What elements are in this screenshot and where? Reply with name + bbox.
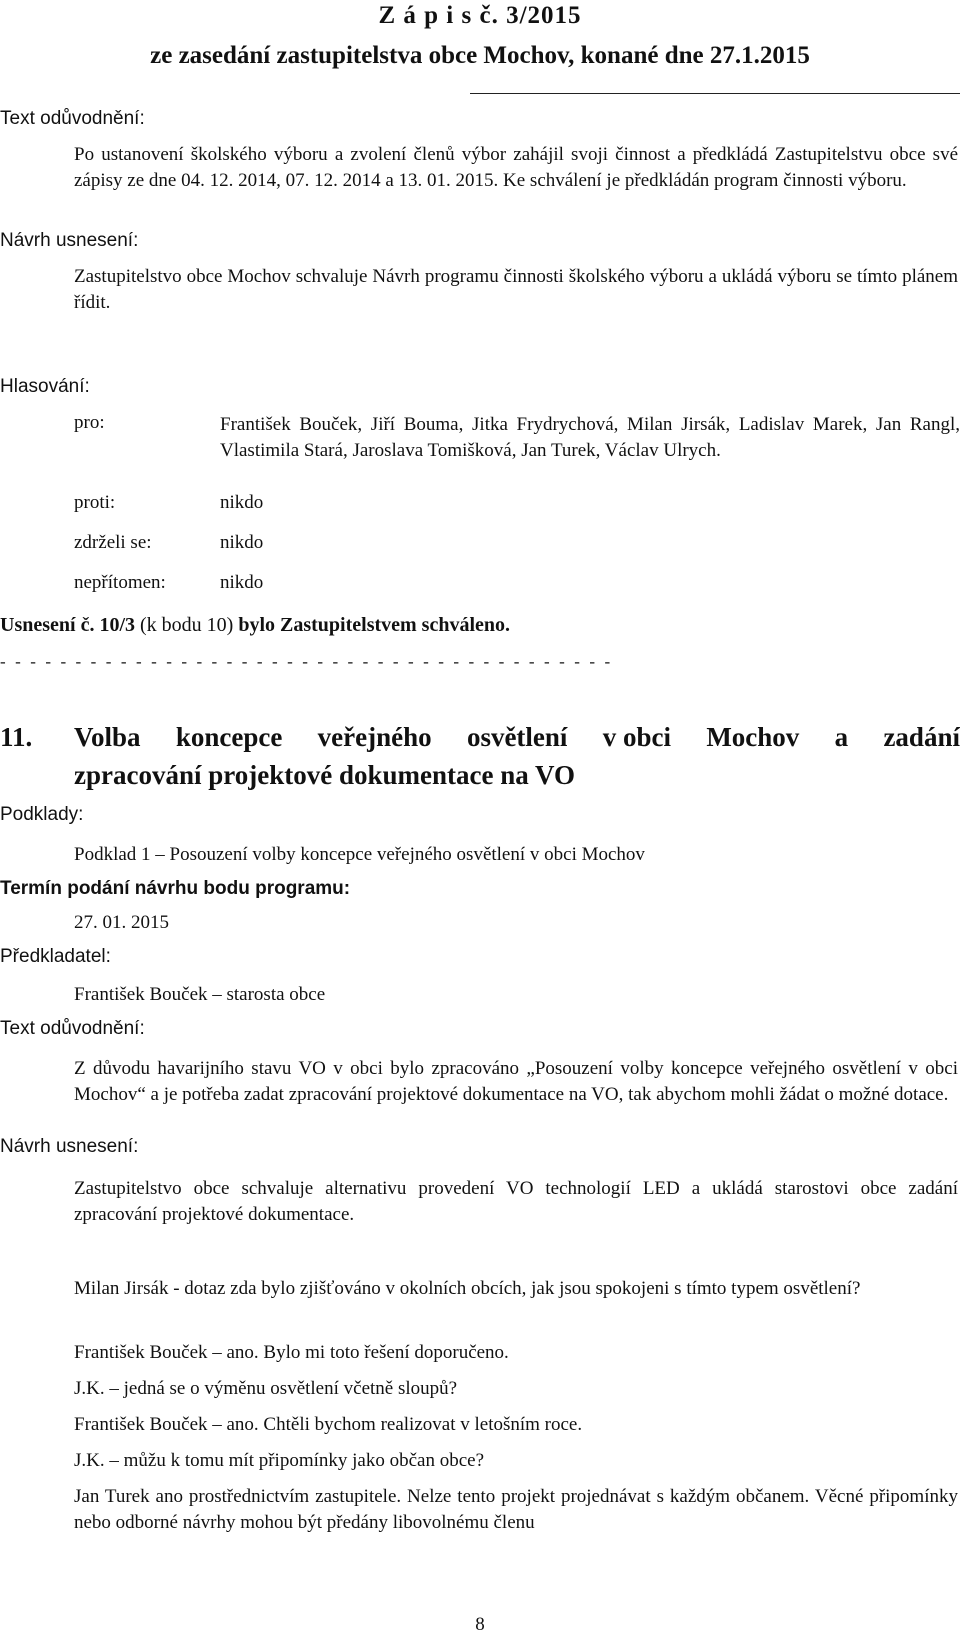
vote-abstain-value: nikdo — [220, 532, 264, 553]
page-number: 8 — [475, 1614, 485, 1635]
proposal-body: Zastupitelstvo obce schvaluje alternativu provedení VO technologií LED a ukládá starostovi obce zadání zpracování projektové dokumentace. — [74, 1178, 958, 1225]
resolution-line — [0, 614, 510, 637]
text-reasoning-body: Z důvodu havarijního stavu VO v obci bylo zpracováno „Posouzení volby koncepce veřejného osvětlení v obci Mochov“ a je potřeba zadat zpracování projektové dokumentace na VO, tak abychom mohli žádat o možné dotace. — [74, 1058, 958, 1105]
term-label: Termín podání návrhu bodu programu: — [0, 878, 351, 899]
item-title-word: a — [834, 722, 849, 752]
discussion-entry: František Bouček – ano. Chtěli bychom realizovat v letošním roce. — [74, 1414, 583, 1435]
item-title-word: zadání — [883, 722, 960, 752]
vote-absent-value: nikdo — [220, 572, 264, 593]
vote-absent-label: nepřítomen: — [74, 572, 166, 593]
text-reasoning-label: Text odůvodnění: — [0, 1018, 145, 1039]
proposal-label: Návrh usnesení: — [0, 230, 139, 251]
proposal-body: Zastupitelstvo obce Mochov schvaluje Návrh programu činnosti školského výboru a ukládá výboru se tímto plánem řídit. — [74, 266, 958, 313]
item-title-line2: zpracování projektové dokumentace na VO — [74, 760, 575, 790]
text-reasoning-label: Text odůvodnění: — [0, 108, 145, 129]
document-subtitle: ze zasedání zastupitelstva obce Mochov, konané dne 27.1.2015 — [150, 42, 810, 69]
documents-body: Podklad 1 – Posouzení volby koncepce veřejného osvětlení v obci Mochov — [74, 844, 645, 865]
item-number: 11. — [0, 722, 33, 752]
submitter-body: František Bouček – starosta obce — [74, 984, 326, 1005]
voting-label: Hlasování: — [0, 376, 90, 397]
proposal-label: Návrh usnesení: — [0, 1136, 139, 1157]
vote-pro-names: František Bouček, Jiří Bouma, Jitka Frydrychová, Milan Jirsák, Ladislav Marek, Jan Rangl, Vlastimila Stará, Jaroslava Tomišková, Jan Turek, Václav Ulrych. — [220, 414, 960, 461]
item-title-word: veřejného — [317, 722, 432, 752]
discussion-entry: František Bouček – ano. Bylo mi toto řešení doporučeno. — [74, 1342, 509, 1363]
text-reasoning-body: Po ustanovení školského výboru a zvolení členů výbor zahájil svoji činnost a předkládá Zastupitelstvu obce své zápisy ze dne 04. 12. 2014, 07. 12. 2014 a 13. 01. 2015. Ke schválení je předkládán program činnosti výboru. — [74, 144, 958, 191]
vote-abstain-label: zdrželi se: — [74, 532, 152, 553]
item-title-word: Mochov — [706, 722, 800, 752]
item-title-word: osvětlení — [466, 722, 568, 752]
item-title-word: koncepce — [175, 722, 283, 752]
resolution-point: (k bodu 10) — [135, 614, 239, 636]
discussion-entry: J.K. – můžu k tomu mít připomínky jako občan obce? — [74, 1450, 485, 1471]
item-title-word: v obci — [602, 722, 672, 752]
resolution-result: bylo Zastupitelstvem schváleno. — [238, 614, 511, 636]
resolution-number: Usnesení č. 10/3 — [0, 614, 135, 636]
item-title-word: Volba — [74, 722, 141, 752]
document-title: Z á p i s č. 3/2015 — [378, 2, 582, 29]
section-separator: - - - - - - - - - - - - - - - - - - - - - - - - - - - - - - - - - - - - - - - - - — [0, 652, 613, 671]
submitter-label: Předkladatel: — [0, 946, 111, 967]
discussion-entry: Milan Jirsák - dotaz zda bylo zjišťováno v okolních obcích, jak jsou spokojeni s tímto typem osvětlení? — [74, 1278, 861, 1299]
vote-pro-label: pro: — [74, 412, 105, 433]
vote-proti-value: nikdo — [220, 492, 264, 513]
vote-proti-label: proti: — [74, 492, 116, 513]
item-title-line1 — [74, 722, 960, 753]
discussion-entry: Jan Turek ano prostřednictvím zastupitele. Nelze tento projekt projednávat s každým občanem. Věcné připomínky nebo odborné návrhy mohou být předány libovolnému členu — [74, 1486, 958, 1533]
discussion-entry: J.K. – jedná se o výměnu osvětlení včetně sloupů? — [74, 1378, 458, 1399]
header-divider — [470, 93, 960, 94]
term-body: 27. 01. 2015 — [74, 912, 169, 933]
documents-label: Podklady: — [0, 804, 84, 825]
